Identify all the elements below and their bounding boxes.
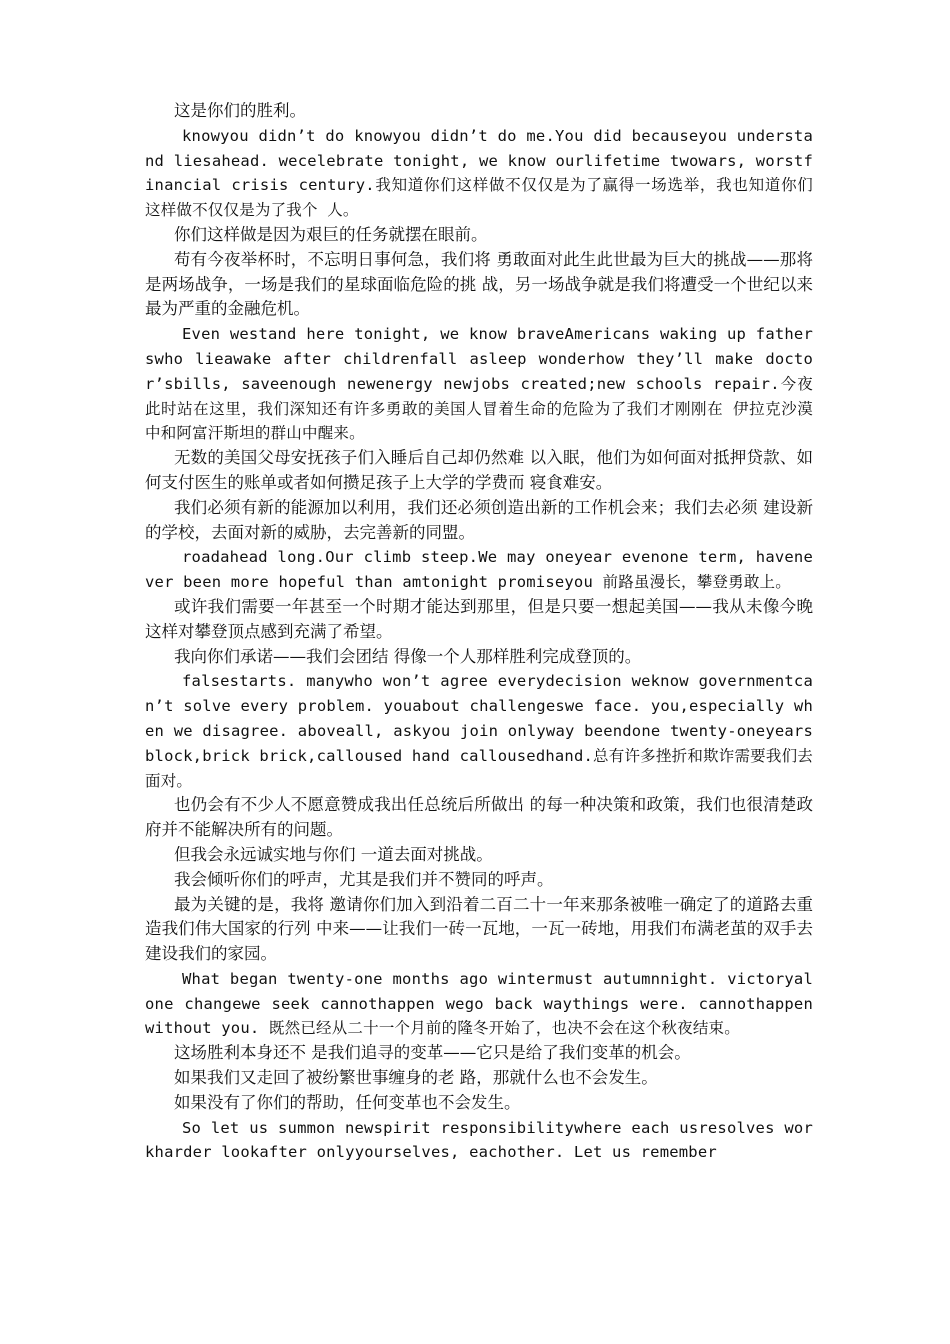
paragraph-chance-for-change: 这场胜利本身还不 是我们追寻的变革——它只是给了我们变革的机会。	[174, 1043, 691, 1063]
paragraph-honest: 但我会永远诚实地与你们 一道去面对挑战。	[174, 844, 493, 864]
document-page	[145, 99, 813, 1165]
paragraph-road-ahead: roadahead long.Our climb steep.We may oneyear evenone term, havenever been more hopeful than amtonight promiseyou 前路虽漫长，攀登勇敢上。	[145, 548, 813, 592]
paragraph-old-ways: 如果我们又走回了被纷繁世事缠身的老 路，那就什么也不会发生。	[174, 1068, 658, 1088]
paragraph-without-you: 如果没有了你们的帮助，任何变革也不会发生。	[174, 1092, 521, 1112]
paragraph-new-spirit: So let us summon newspirit responsibilitywhere each usresolves workharder lookafter onlyyourselves, eachother. Let us remember	[145, 1118, 813, 1162]
paragraph-brave-americans: Even westand here tonight, we know braveAmericans waking up fatherswho lieawake after childrenfall asleep wonderhow they’ll make doctor’sbills, saveenough newenergy newjobs created;new schools repair.今夜此时站在这里，我们深知还有许多勇敢的美国人冒着生命的危险为了我们才刚刚在 伊拉克沙漠中和阿富汗斯坦的群山中醒来。	[145, 325, 813, 443]
paragraph-listen: 我会倾听你们的呼声，尤其是我们并不赞同的呼声。	[174, 869, 554, 889]
paragraph-task-ahead: 你们这样做是因为艰巨的任务就摆在眼前。	[174, 224, 488, 244]
paragraph-what-began: What began twenty-one months ago wintermust autumnnight. victoryalone changewe seek cannothappen wego back waythings were. cannothappen without you. 既然已经从二十一个月前的隆冬开始了，也决不会在这个秋夜结束。	[145, 969, 813, 1038]
paragraph-promise: 我向你们承诺——我们会团结 得像一个人那样胜利完成登顶的。	[174, 646, 642, 666]
paragraph-parents: 无数的美国父母安抚孩子们入睡后自己却仍然难 以入眠，他们为如何面对抵押贷款、如何支付医生的账单或者如何攒足孩子上大学的学费而 寝食难安。	[145, 448, 813, 492]
paragraph-disagree: 也仍会有不少人不愿意赞成我出任总统后所做出 的每一种决策和政策，我们也很清楚政府并不能解决所有的问题。	[145, 795, 813, 840]
paragraph-know-you: knowyou didn’t do knowyou didn’t do me.You did becauseyou understand liesahead. wecelebrate tonight, we know ourlifetime twowars, worstfinancial crisis century.我知道你们这样做不仅仅是为了赢得一场选举，我也知道你们这样做不仅仅是为了我个 人。	[145, 126, 813, 220]
paragraph-rebuild: 最为关键的是，我将 邀请你们加入到沿着二百二十一年来那条被唯一确定了的道路去重造我们伟大国家的行列 中来——让我们一砖一瓦地，一瓦一砖地，用我们布满老茧的双手去建设我们的家园。	[145, 894, 813, 964]
paragraph-new-energy: 我们必须有新的能源加以利用，我们还必须创造出新的工作机会来；我们去必须 建设新的学校，去面对新的威胁，去完善新的同盟。	[145, 497, 813, 542]
paragraph-victory: 这是你们的胜利。	[174, 101, 306, 120]
paragraph-false-starts: falsestarts. manywho won’t agree everydecision weknow governmentcan’t solve every problem. youabout challengeswe face. you,especially when we disagree. aboveall, askyou join onlyway beendone twenty-oneyears block,brick brick,calloused hand callousedhand.总有许多挫折和欺诈需要我们去面对。	[145, 672, 813, 790]
paragraph-hopeful: 或许我们需要一年甚至一个时期才能达到那里，但是只要一想起美国——我从未像今晚这样对攀登顶点感到充满了希望。	[145, 596, 813, 641]
paragraph-challenges: 苟有今夜举杯时，不忘明日事何急，我们将 勇敢面对此生此世最为巨大的挑战——那将是两场战争，一场是我们的星球面临危险的挑 战，另一场战争就是我们将遭受一个世纪以来最为严重的金融危机。	[145, 249, 813, 319]
